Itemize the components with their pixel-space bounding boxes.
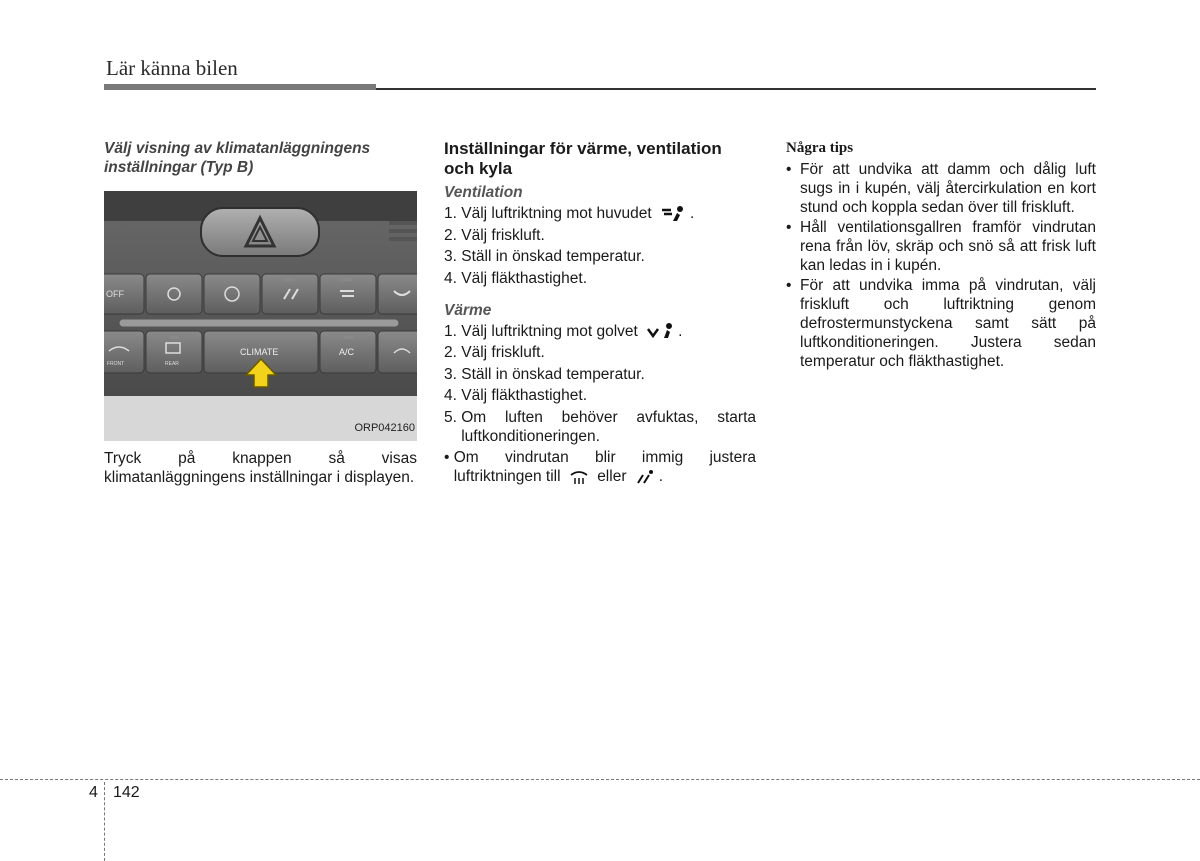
figure-code: ORP042160 <box>354 422 415 434</box>
climate-button-label: CLIMATE <box>240 347 279 357</box>
windshield-defrost-icon <box>569 469 589 485</box>
climate-panel-illustration <box>104 191 417 441</box>
list-item: 1. Välj luftriktning mot huvudet . <box>444 205 695 222</box>
front-defrost-label: FRONT <box>107 361 125 367</box>
floor-defrost-icon <box>635 469 655 485</box>
tips-list <box>786 160 1096 371</box>
fan-high-button[interactable] <box>204 274 260 314</box>
chapter-number: 4 <box>89 784 98 801</box>
footer-rule <box>0 779 1200 780</box>
left-column <box>104 139 417 487</box>
list-item: 2. Välj friskluft. <box>444 344 545 361</box>
footer-divider <box>104 782 105 861</box>
list-item: • För att undvika imma på vindrutan, välj friskluft och luftriktning genom defrostermunstyckena samt sätt på luftkonditioneringen. Justera sedan temperatur och fläkthastighet. <box>786 277 1096 370</box>
heat-heading: Värme <box>444 301 492 319</box>
heat-steps <box>444 322 756 487</box>
list-item: 5. Om luften behöver avfuktas, starta luftkonditioneringen. <box>444 408 756 445</box>
figure-description: Tryck på knappen så visas klimatanläggningens inställningar i displayen. <box>104 450 417 486</box>
list-item: • För att undvika att damm och dålig luft sugs in i kupén, välj återcirkulation en kort stund och koppla sedan över till friskluft. <box>786 161 1096 216</box>
floor-vent-icon <box>646 322 674 340</box>
list-item: • Om vindrutan blir immig justera luftriktningen till eller . <box>444 449 756 485</box>
rear-defrost-label: REAR <box>165 361 179 367</box>
section-title: Lär känna bilen <box>106 56 238 80</box>
header-rule-thick <box>104 84 376 90</box>
list-item: 3. Ställ in önskad temperatur. <box>444 248 645 265</box>
page-number: 142 <box>113 784 140 801</box>
ac-button-label: A/C <box>339 347 355 357</box>
middle-column <box>444 139 756 489</box>
face-vent-icon <box>660 205 686 223</box>
ventilation-steps <box>444 204 756 288</box>
list-item: 3. Ställ in önskad temperatur. <box>444 365 645 383</box>
figure-caption: Välj visning av klimatanläggningens inställningar (Typ B) <box>104 140 371 176</box>
list-item: 2. Välj friskluft. <box>444 226 545 244</box>
header-rule-thin <box>376 88 1096 90</box>
recirculation-button[interactable] <box>378 331 417 373</box>
tips-heading: Några tips <box>786 140 854 156</box>
climate-panel-figure <box>104 191 417 441</box>
section-heading: Inställningar för värme, ventilation och kyla <box>444 139 722 178</box>
list-item: 4. Välj fläkthastighet. <box>444 269 588 287</box>
off-button-label: OFF <box>106 289 124 299</box>
ventilation-heading: Ventilation <box>444 184 523 201</box>
list-item: 4. Välj fläkthastighet. <box>444 387 588 404</box>
list-item: • Håll ventilationsgallren framför vindrutan rena från löv, skräp och snö så att frisk luft kan ledas in i kupén. <box>786 219 1096 274</box>
fan-low-button[interactable] <box>146 274 202 314</box>
right-column <box>786 139 1096 372</box>
list-item: 1. Välj luftriktning mot golvet . <box>444 322 683 340</box>
